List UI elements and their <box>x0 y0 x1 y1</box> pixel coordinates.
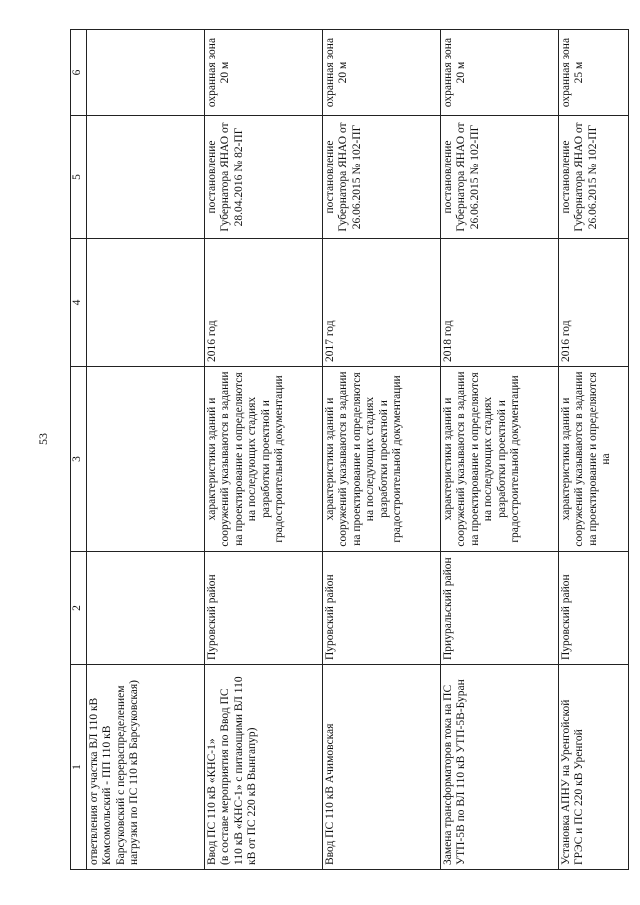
header-row <box>71 30 87 870</box>
cell-object-name: Установка АПНУ на Уренгойской ГРЭС и ПС 220 кВ Уренгой <box>559 665 629 870</box>
cell-zone: охранная зона 20 м <box>323 30 441 116</box>
cell-district: Пуровский район <box>205 552 323 665</box>
cell-object-name <box>205 665 323 870</box>
cell-year: 2016 год <box>559 239 629 367</box>
cell-basis: постановление Губернатора ЯНАО от 26.06.2015 № 102-ПГ <box>441 116 559 239</box>
table-row <box>441 30 559 870</box>
cell-district <box>87 552 205 665</box>
cell-object-name: Ввод ПС 110 кВ Ачимовская <box>323 665 441 870</box>
cell-characteristics: характеристики зданий и сооружений указываются в задании на проектирование и определяются на <box>559 367 629 552</box>
cell-year <box>87 239 205 367</box>
table-row <box>87 30 205 870</box>
page-number: 53 <box>36 433 50 445</box>
header-col-1: 1 <box>71 665 87 870</box>
cell-characteristics <box>87 367 205 552</box>
header-col-3: 3 <box>71 367 87 552</box>
cell-basis: постановление Губернатора ЯНАО от 26.06.2015 № 102-ПГ <box>559 116 629 239</box>
cell-object-name: Замена трансформаторов тока на ПС УТП-5В по ВЛ 110 кВ УТП-5В-Буран <box>441 665 559 870</box>
cell-zone: охранная зона 25 м <box>559 30 629 116</box>
infrastructure-table <box>70 29 629 870</box>
cell-year: 2017 год <box>323 239 441 367</box>
cell-basis: постановление Губернатора ЯНАО от 26.06.2015 № 102-ПГ <box>323 116 441 239</box>
cell-object-name: ответвления от участка ВЛ 110 кВ Комсомольский - ПП 110 кВ Барсуковский с перераспределением нагрузки по ПС 110 кВ Барсуковская) <box>87 665 205 870</box>
cell-basis <box>87 116 205 239</box>
cell-district: Пуровский район <box>323 552 441 665</box>
rotated-table-frame <box>70 30 630 870</box>
header-col-5: 5 <box>71 116 87 239</box>
cell-characteristics: характеристики зданий и сооружений указываются в задании на проектирование и определяются на последующих стадиях разработки проектной и градостроительной документации <box>205 367 323 552</box>
table-wrapper <box>70 30 630 870</box>
header-col-4: 4 <box>71 239 87 367</box>
cell-basis: постановление Губернатора ЯНАО от 28.04.2016 № 82-ПГ <box>205 116 323 239</box>
cell-zone: охранная зона 20 м <box>205 30 323 116</box>
cell-zone <box>87 30 205 116</box>
table-row <box>323 30 441 870</box>
cell-year: 2016 год <box>205 239 323 367</box>
table-row <box>559 30 629 870</box>
cell-district: Пуровский район <box>559 552 629 665</box>
cell-characteristics: характеристики зданий и сооружений указываются в задании на проектирование и определяются на последующих стадиях разработки проектной и градостроительной документации <box>323 367 441 552</box>
table-row <box>205 30 323 870</box>
header-col-6: 6 <box>71 30 87 116</box>
cell-zone: охранная зона 20 м <box>441 30 559 116</box>
cell-characteristics: характеристики зданий и сооружений указываются в задании на проектирование и определяются на последующих стадиях разработки проектной и градостроительной документации <box>441 367 559 552</box>
header-col-2: 2 <box>71 552 87 665</box>
cell-year: 2018 год <box>441 239 559 367</box>
cell-object-name-text: Ввод ПС 110 кВ «КНС-1» (в составе мероприятия по Ввод ПС 110 кВ «КНС-1» с питающими ВЛ 110 кВ от ПС 220 кВ Вынгапур) <box>206 676 259 865</box>
cell-district: Приуральский район <box>441 552 559 665</box>
